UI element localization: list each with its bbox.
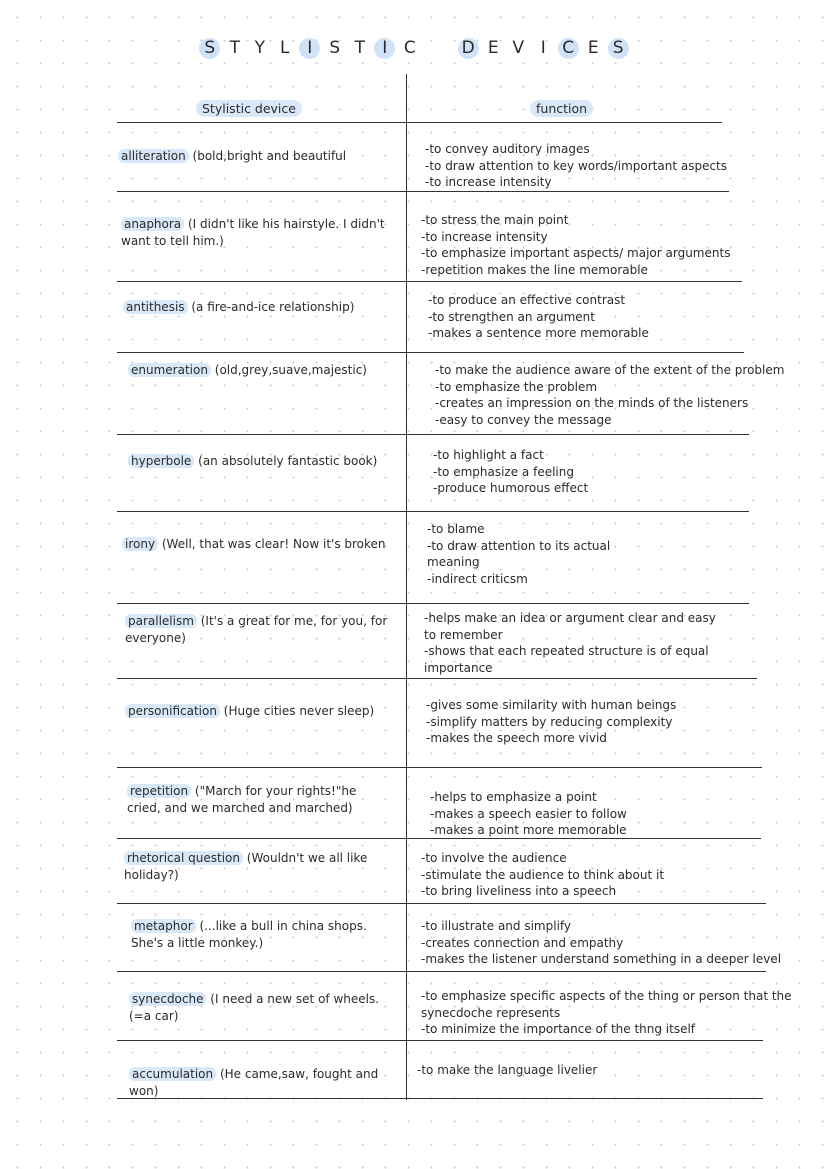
function-line: -to blame — [427, 522, 485, 536]
function-line: -helps to emphasize a point — [430, 790, 597, 804]
function-line: -to increase intensity — [425, 175, 552, 190]
device-name: hyperbole — [128, 454, 194, 468]
function-line: synecdoche represents — [421, 1005, 561, 1020]
function-line: -makes the speech more vivid — [426, 731, 607, 746]
function-line: -stimulate the audience to think about it — [421, 867, 665, 882]
row-divider — [117, 1040, 763, 1041]
function-line: -creates connection and empathy — [421, 935, 624, 950]
device-example: (Well, that was clear! Now it's broken — [158, 537, 386, 551]
device-cell — [128, 453, 390, 470]
function-line: -to bring liveliness into a speech — [421, 884, 617, 899]
function-line: -to convey auditory images — [425, 142, 590, 156]
function-cell — [421, 918, 781, 968]
function-line: importance — [424, 661, 493, 676]
function-line: -to illustrate and simplify — [421, 919, 572, 933]
function-line: -easy to convey the message — [435, 413, 612, 428]
row-divider — [117, 678, 757, 679]
title-word-devices: D E V I C E S — [456, 38, 631, 59]
device-example: (It's a great for me, for you, for everyone) — [125, 614, 388, 645]
function-line: -makes a sentence more memorable — [428, 326, 649, 341]
function-line: -to emphasize a feeling — [433, 464, 574, 479]
device-example: (...like a bull in china shops. She's a little monkey.) — [131, 919, 367, 950]
function-line: -helps make an idea or argument clear and easy — [424, 611, 716, 625]
function-line: -to strengthen an argument — [428, 309, 595, 324]
device-cell — [125, 613, 390, 647]
device-cell — [127, 783, 390, 817]
device-cell — [123, 299, 390, 316]
function-line: -to make the language livelier — [417, 1063, 598, 1077]
function-line: -to produce an effective contrast — [428, 293, 626, 307]
function-line: -to make the audience aware of the extent of the problem — [435, 363, 785, 377]
row-divider — [117, 352, 744, 353]
function-line: -to emphasize important aspects/ major arguments — [421, 246, 731, 261]
device-name: parallelism — [125, 614, 197, 628]
row-divider — [117, 281, 742, 282]
column-header-function: function — [530, 100, 593, 117]
column-divider — [406, 74, 407, 1100]
function-line: -shows that each repeated structure is of equal — [424, 644, 709, 659]
function-line: -makes a point more memorable — [430, 823, 627, 838]
title-word-stylistic: S T Y L I S T I C — [197, 38, 422, 59]
device-example: (a fire-and-ice relationship) — [187, 300, 355, 314]
function-cell — [433, 447, 588, 497]
device-name: metaphor — [131, 919, 196, 933]
device-cell — [125, 703, 390, 720]
device-name: irony — [122, 537, 158, 551]
function-line: -repetition makes the line memorable — [421, 263, 648, 278]
device-example: (He came,saw, fought and won) — [129, 1067, 379, 1098]
function-line: to remember — [424, 627, 503, 642]
device-example: ("March for your rights!"he cried, and we marched and marched) — [127, 784, 357, 815]
device-name: personification — [125, 704, 220, 718]
device-name: synecdoche — [129, 992, 206, 1006]
function-cell — [430, 789, 627, 839]
function-line: -to emphasize the problem — [435, 379, 598, 394]
device-example: (I need a new set of wheels. (=a car) — [129, 992, 380, 1023]
device-example: (Wouldn't we all like holiday?) — [124, 851, 368, 882]
function-cell — [425, 141, 727, 191]
function-cell — [421, 212, 730, 279]
function-line: -makes the listener understand something in a deeper level — [421, 952, 782, 967]
function-line: -to highlight a fact — [433, 448, 544, 462]
function-line: -to involve the audience — [421, 851, 567, 865]
device-name: accumulation — [129, 1067, 216, 1081]
function-cell — [427, 521, 610, 588]
device-cell — [129, 1066, 390, 1100]
function-line: -to emphasize specific aspects of the thing or person that the — [421, 989, 792, 1003]
device-example: (Huge cities never sleep) — [219, 704, 375, 718]
row-divider — [117, 971, 766, 972]
function-line: -to draw attention to its actual — [427, 538, 611, 553]
row-divider — [117, 1098, 763, 1099]
device-cell — [122, 536, 390, 553]
function-cell — [417, 1062, 597, 1079]
function-line: -to draw attention to key words/important aspects — [425, 158, 728, 173]
row-divider — [117, 903, 766, 904]
row-divider — [117, 434, 749, 435]
device-cell — [121, 216, 390, 250]
function-cell — [426, 697, 676, 747]
function-line: -gives some similarity with human beings — [426, 698, 677, 712]
device-example: (old,grey,suave,majestic) — [210, 363, 367, 377]
function-cell — [421, 850, 664, 900]
header-underline — [117, 122, 722, 123]
device-cell — [118, 148, 390, 165]
row-divider — [117, 191, 729, 192]
function-cell — [424, 610, 716, 677]
row-divider — [117, 511, 749, 512]
function-line: -indirect criticsm — [427, 572, 528, 587]
page-title — [0, 38, 828, 59]
device-name: repetition — [127, 784, 191, 798]
device-example: (I didn't like his hairstyle. I didn't want to tell him.) — [121, 217, 385, 248]
device-cell — [124, 850, 390, 884]
function-line: -produce humorous effect — [433, 481, 589, 496]
function-line: -to minimize the importance of the thng itself — [421, 1022, 696, 1037]
device-name: antithesis — [123, 300, 188, 314]
device-name: enumeration — [128, 363, 211, 377]
function-line: -to increase intensity — [421, 229, 548, 244]
device-example: (bold,bright and beautiful — [188, 149, 347, 163]
device-cell — [131, 918, 390, 952]
device-example: (an absolutely fantastic book) — [194, 454, 378, 468]
device-name: rhetorical question — [124, 851, 243, 865]
function-cell — [428, 292, 649, 342]
row-divider — [117, 767, 762, 768]
column-header-device: Stylistic device — [196, 100, 302, 117]
row-divider — [117, 838, 761, 839]
function-line: -makes a speech easier to follow — [430, 806, 627, 821]
function-line: -simplify matters by reducing complexity — [426, 714, 673, 729]
function-line: meaning — [427, 555, 480, 570]
device-cell — [128, 362, 390, 379]
function-line: -creates an impression on the minds of the listeners — [435, 396, 749, 411]
function-cell — [421, 988, 792, 1038]
function-line: -to stress the main point — [421, 213, 569, 227]
function-cell — [435, 362, 784, 429]
row-divider — [117, 603, 749, 604]
device-name: alliteration — [118, 149, 189, 163]
device-cell — [129, 991, 390, 1025]
device-name: anaphora — [121, 217, 184, 231]
